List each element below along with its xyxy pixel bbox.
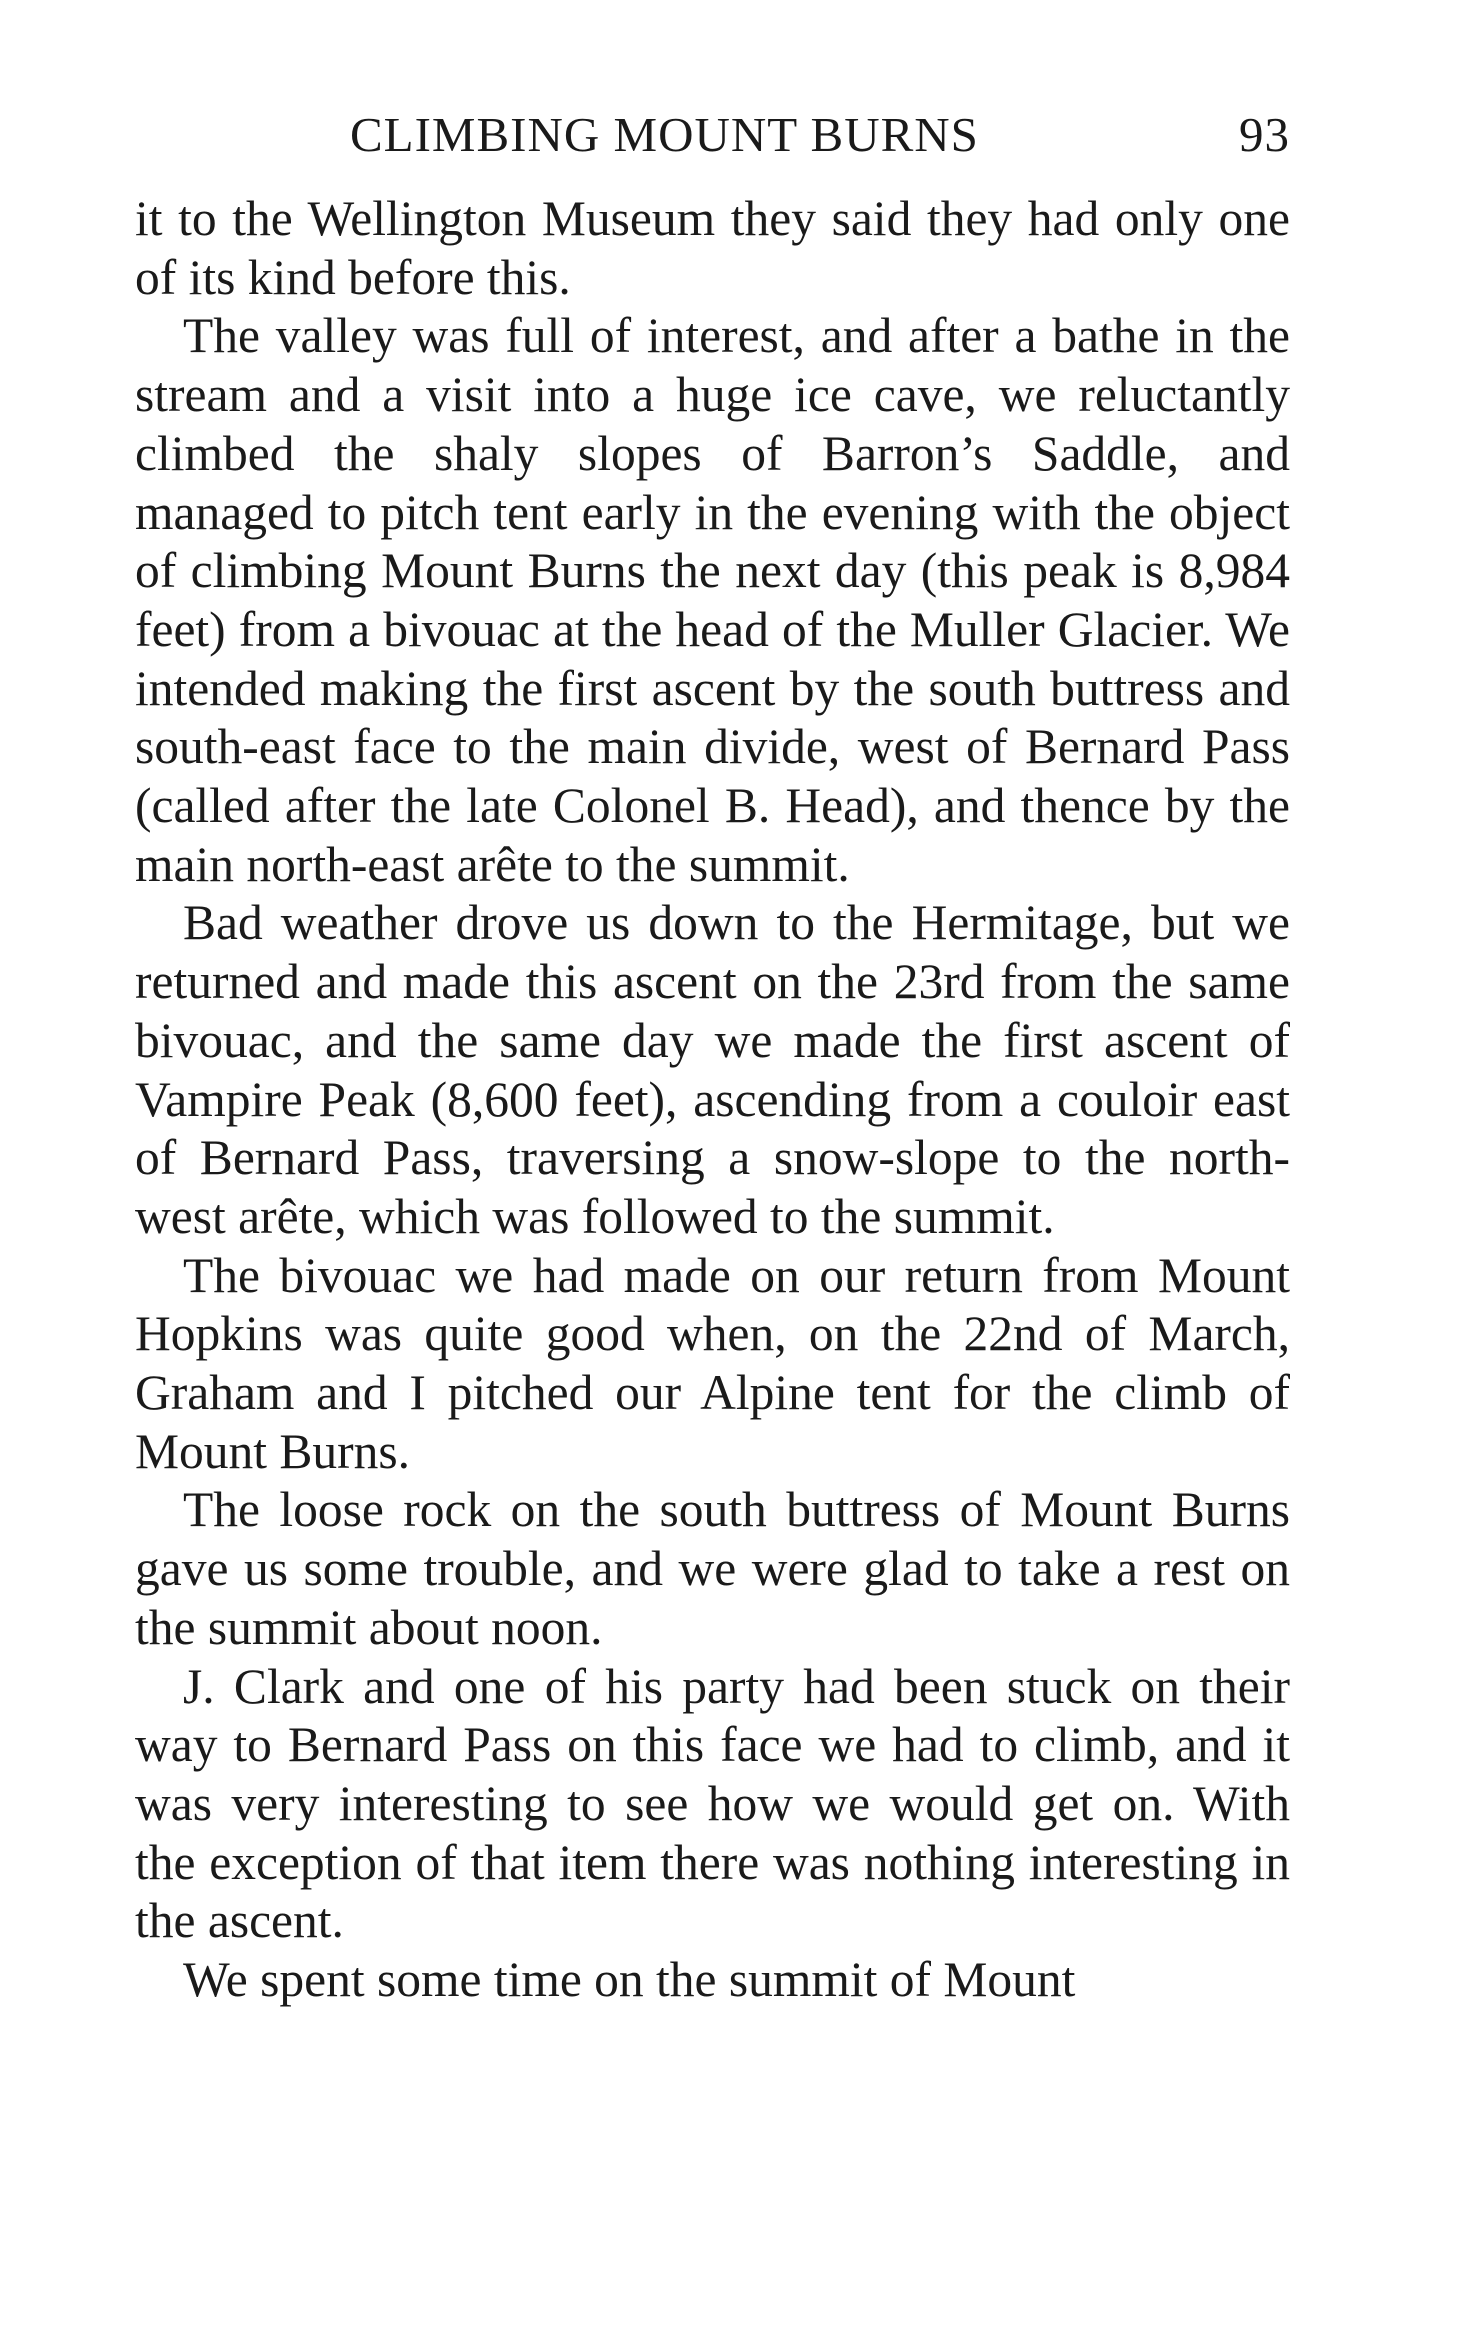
body-text	[135, 190, 1290, 2010]
paragraph-valley: The valley was full of interest, and after a bathe in the stream and a visit into a huge ice cave, we reluctantly climbed the shaly slopes of Barron’s Saddle, and managed to pitch tent early in the evening with the object of climbing Mount Burns the next day (this peak is 8,984 feet) from a bivouac at the head of the Muller Glacier. We intended making the first ascent by the south buttress and south-east face to the main divide, west of Bernard Pass (called after the late Colonel B. Head), and thence by the main north-east arête to the summit.	[135, 308, 1290, 892]
paragraph-bivouac: The bivouac we had made on our return from Mount Hopkins was quite good when, on the 22nd of March, Graham and I pitched our Alpine tent for the climb of Mount Burns.	[135, 1247, 1290, 1479]
running-title: CLIMBING MOUNT BURNS	[350, 107, 979, 162]
paragraph-summit: We spent some time on the summit of Mount	[183, 1952, 1076, 2008]
paragraph-loose-rock: The loose rock on the south buttress of Mount Burns gave us some trouble, and we were glad to take a rest on the summit about noon.	[135, 1482, 1290, 1655]
page-number: 93	[1239, 107, 1290, 162]
paragraph-continued: it to the Wellington Museum they said they had only one of its kind before this.	[135, 191, 1290, 305]
paragraph-bad-weather: Bad weather drove us down to the Hermitage, but we returned and made this ascent on the 23rd from the same bivouac, and the same day we made the first ascent of Vampire Peak (8,600 feet), ascending from a couloir east of Bernard Pass, traversing a snow-slope to the north-west arête, which was followed to the summit.	[135, 895, 1290, 1244]
running-head	[135, 100, 1290, 170]
paragraph-j-clark: J. Clark and one of his party had been stuck on their way to Bernard Pass on this face we had to climb, and it was very interesting to see how we would get on. With the exception of that item there was nothing interesting in the ascent.	[135, 1658, 1290, 1949]
